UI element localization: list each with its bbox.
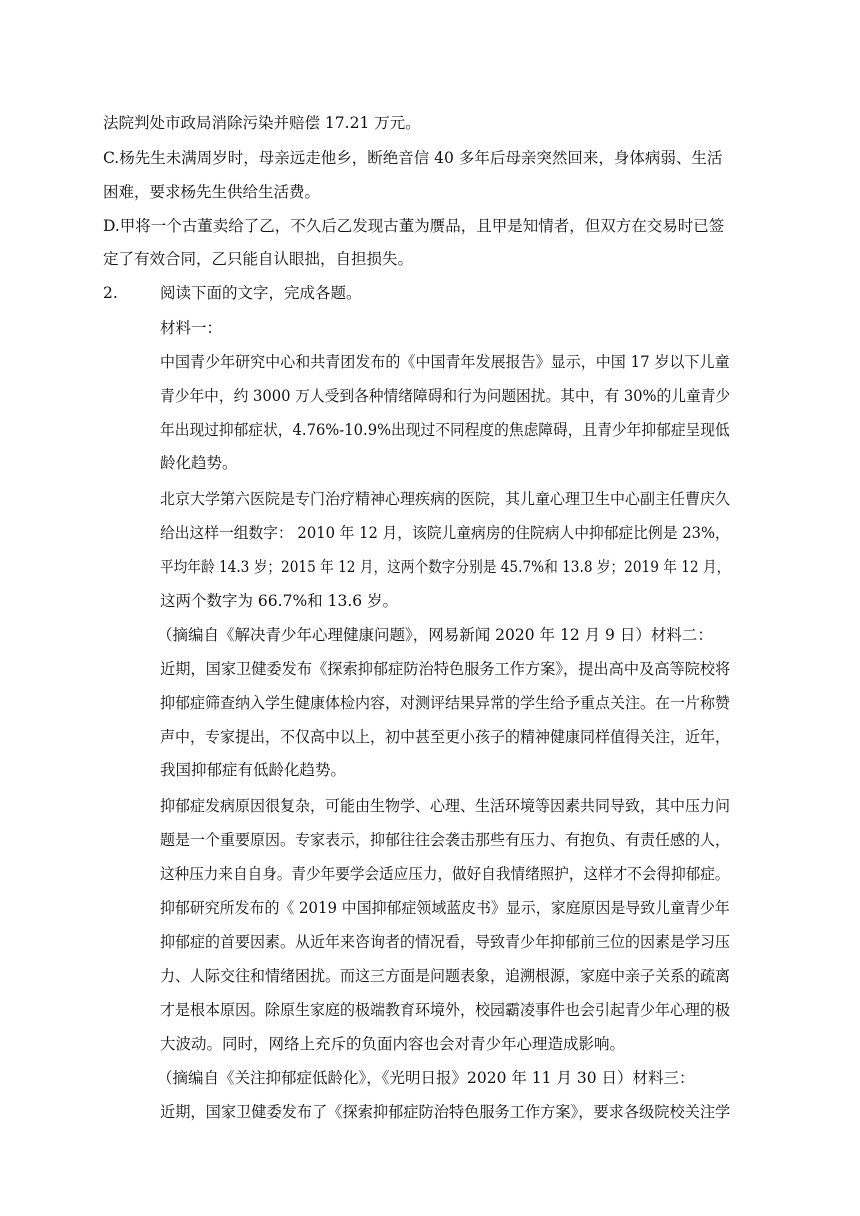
paragraph-line: 力、人际交往和情绪困扰。而这三方面是问题表象，追溯根源，家庭中亲子关系的疏离	[160, 967, 730, 985]
question-number: 2.	[103, 284, 118, 302]
paragraph-line: 我国抑郁症有低龄化趋势。	[160, 761, 347, 779]
paragraph-line: 近期，国家卫健委发布了《探索抑郁症防治特色服务工作方案》，要求各级院校关注学	[160, 1103, 731, 1121]
q1-judgment-line: 法院判处市政局消除污染并赔偿 17.21 万元。	[103, 114, 421, 132]
option-d-line-1: D.甲将一个古董卖给了乙，不久后乙发现古董为赝品，且甲是知情者，但双方在交易时已签	[103, 217, 725, 235]
paragraph-line: 这两个数字为 66.7%和 13.6 岁。	[160, 592, 399, 610]
option-d-line-2: 定了有效合同，乙只能自认眼拙，自担损失。	[103, 250, 414, 268]
paragraph-line: 龄化趋势。	[160, 454, 238, 472]
paragraph-line: 近期，国家卫健委发布《探索抑郁症防治特色服务工作方案》，提出高中及高等院校将	[160, 660, 731, 678]
source-1-and-material-2-heading: （摘编自《解决青少年心理健康问题》，网易新闻 2020 年 12 月 9 日）材料二：	[157, 626, 713, 644]
paragraph-line: 声中，专家提出，不仅高中以上，初中甚至更小孩子的精神健康同样值得关注，近年，	[160, 728, 730, 746]
material-1-heading: 材料一：	[160, 319, 223, 337]
question-prompt: 阅读下面的文字，完成各题。	[160, 284, 362, 302]
paragraph-line: 青少年中，约 3000 万人受到各种情绪障碍和行为问题困扰。其中，有 30%的儿童青少	[160, 387, 731, 405]
paragraph-line: 年出现过抑郁症状，4.76%-10.9%出现过不同程度的焦虑障碍，且青少年抑郁症呈现低	[160, 421, 730, 439]
paragraph-line: 抑郁症的首要因素。从近年来咨询者的情况看，导致青少年抑郁前三位的因素是学习压	[160, 933, 730, 951]
option-c-line-2: 困难，要求杨先生供给生活费。	[103, 183, 321, 201]
paragraph-line: 大波动。同时，网络上充斥的负面内容也会对青少年心理造成影响。	[160, 1035, 626, 1053]
paragraph-line: 中国青少年研究中心和共青团发布的《中国青年发展报告》显示，中国 17 岁以下儿童	[160, 353, 730, 371]
paragraph-line: 才是根本原因。除原生家庭的极端教育环境外，校园霸凌事件也会引起青少年心理的极	[160, 1001, 730, 1019]
paragraph-line: 抑郁症发病原因很复杂，可能由生物学、心理、生活环境等因素共同导致，其中压力问	[160, 797, 730, 815]
paragraph-line: 抑郁症筛查纳入学生健康体检内容，对测评结果异常的学生给予重点关注。在一片称赞	[160, 694, 730, 712]
paragraph-line: 这种压力来自自身。青少年要学会适应压力，做好自我情绪照护，这样才不会得抑郁症。	[160, 865, 730, 883]
paragraph-line: 北京大学第六医院是专门治疗精神心理疾病的医院，其儿童心理卫生中心副主任曹庆久	[160, 490, 730, 508]
paragraph-line: 抑郁研究所发布的《 2019 中国抑郁症领域蓝皮书》显示，家庭原因是导致儿童青少年	[160, 899, 730, 917]
paragraph-line: 给出这样一组数字： 2010 年 12 月，该院儿童病房的住院病人中抑郁症比例是 23%，	[160, 524, 730, 542]
paragraph-line: 题是一个重要原因。专家表示，抑郁往往会袭击那些有压力、有抱负、有责任感的人，	[160, 831, 730, 849]
source-2-and-material-3-heading: （摘编自《关注抑郁症低龄化》，《光明日报》2020 年 11 月 30 日）材料三：	[157, 1069, 695, 1087]
paragraph-line: 平均年龄 14.3 岁；2015 年 12 月，这两个数字分别是 45.7%和 13.8 岁；2019 年 12 月，	[160, 558, 731, 576]
option-c-line-1: C.杨先生未满周岁时，母亲远走他乡，断绝音信 40 多年后母亲突然回来，身体病弱、生活	[103, 149, 723, 167]
